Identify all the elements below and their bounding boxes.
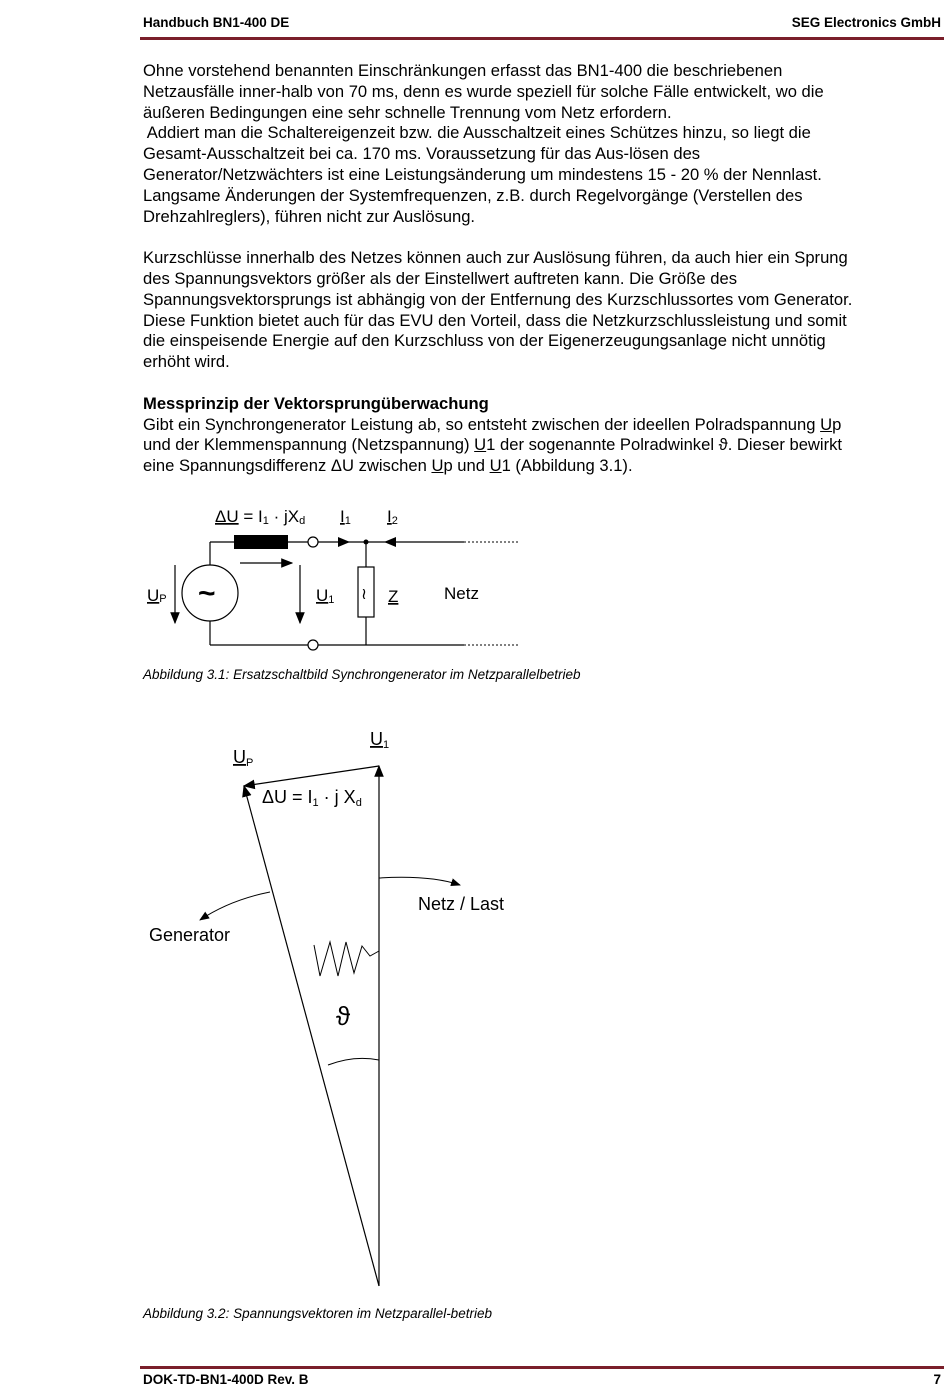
- zigzag-indicator: [314, 942, 379, 976]
- arrow-i1: [338, 537, 350, 547]
- terminal-bottom: [308, 640, 318, 650]
- header-company: SEG Electronics GmbH: [791, 15, 941, 30]
- text-run: U: [431, 456, 444, 476]
- footer-rule: [140, 1366, 944, 1369]
- up-vector: [244, 786, 379, 1286]
- figure-2-caption: Abbildung 3.2: Spannungsvektoren im Netzparallel-betrieb: [143, 1306, 492, 1321]
- text-run: U: [820, 414, 833, 434]
- text-line: die einspeisende Energie auf den Kurzschluss von der Eigenerzeugungsanlage nicht unnötig: [143, 331, 826, 351]
- equivalent-circuit-diagram: [130, 495, 550, 665]
- load-tilde: ≀: [361, 586, 367, 603]
- theta-label: ϑ: [336, 1001, 351, 1031]
- text-line: Spannungsvektorsprungs ist abhängig von der Entfernung des Kurzschlussortes vom Generator.: [143, 289, 853, 309]
- delta-u-vector: [244, 766, 379, 786]
- figure-1-caption: Abbildung 3.1: Ersatzschaltbild Synchrongenerator im Netzparallelbetrieb: [143, 667, 581, 682]
- section-heading: Messprinzip der Vektorsprungüberwachung: [143, 393, 489, 413]
- text-run: U: [489, 456, 502, 476]
- netz-last-label: Netz / Last: [418, 894, 505, 914]
- text-line: Drehzahlreglers), führen nicht zur Auslösung.: [143, 206, 476, 226]
- terminal-top: [308, 537, 318, 547]
- generator-label: Generator: [149, 925, 231, 945]
- page-header: [143, 15, 941, 37]
- text-run: 1 der sogenannte Polradwinkel ϑ. Dieser bewirkt: [486, 435, 843, 455]
- load-rotation-arc: [379, 877, 460, 885]
- delta-u-formula: ΔU = I1 · j Xd: [262, 787, 362, 809]
- header-title: Handbuch BN1-400 DE: [143, 15, 290, 30]
- text-run: eine Spannungsdifferenz ΔU zwischen: [143, 456, 432, 476]
- text-line: Ohne vorstehend benannten Einschränkungen erfasst das BN1-400 die beschriebenen: [143, 61, 783, 80]
- text-run: p und: [443, 456, 490, 476]
- text-line: Addiert man die Schaltereigenzeit bzw. die Ausschaltzeit eines Schützes hinzu, so liegt die: [143, 123, 811, 143]
- text-line: Generator/Netzwächters ist eine Leistungsänderung um mindestens 15 - 20 % der Nennlast.: [143, 164, 822, 184]
- text-line: Langsame Änderungen der Systemfrequenzen, z.B. durch Regelvorgänge (Verstellen des: [143, 185, 803, 205]
- reactance-block: [234, 535, 288, 549]
- text-run: 1 (Abbildung 3.1).: [501, 456, 633, 476]
- generator-rotation-arc: [200, 892, 270, 920]
- text-run: und der Klemmenspannung (Netzspannung): [143, 435, 475, 455]
- z-label: Z: [388, 587, 399, 606]
- text-line: Gesamt-Ausschaltzeit bei ca. 170 ms. Voraussetzung für das Aus-lösen des: [143, 144, 701, 164]
- u1-vector-label: U1: [370, 729, 390, 751]
- generator-tilde: ~: [198, 577, 216, 610]
- text-line: erhöht wird.: [143, 352, 230, 372]
- delta-u-label: ΔU = I1 · jXd: [215, 507, 306, 527]
- current-i1-label: I1: [340, 507, 351, 527]
- paragraph-3: [143, 415, 933, 477]
- angle-arc: [328, 1058, 379, 1065]
- text-run: Gibt ein Synchrongenerator Leistung ab, so entsteht zwischen der ideellen Polradspannung: [143, 414, 821, 434]
- up-label: UP: [147, 586, 167, 605]
- text-run: p: [832, 414, 842, 434]
- text-line: Netzausfälle inner-halb von 70 ms, denn es wurde speziell für solche Fälle entwickelt, wo die: [143, 81, 824, 101]
- text-line: Diese Funktion bietet auch für das EVU den Vorteil, dass die Netzkurzschlussleistung und somit: [143, 310, 847, 330]
- document-id: DOK-TD-BN1-400D Rev. B: [143, 1372, 309, 1387]
- paragraph-2: [143, 248, 933, 373]
- current-i2-label: I2: [387, 507, 398, 527]
- vector-diagram: [140, 720, 540, 1300]
- page-number: 7: [933, 1372, 941, 1387]
- text-line: äußeren Bedingungen eine sehr schnelle Trennung vom Netz erfordern.: [143, 102, 672, 122]
- netz-label: Netz: [444, 584, 479, 603]
- header-rule: [140, 37, 944, 40]
- text-line: des Spannungsvektors größer als der Einstellwert auftreten kann. Die Größe des: [143, 268, 737, 288]
- u1-label: U1: [316, 586, 335, 606]
- paragraph-1: [143, 61, 933, 227]
- text-run: U: [474, 435, 487, 455]
- main-text: [143, 61, 933, 477]
- up-vector-label: UP: [233, 747, 254, 769]
- text-line: Kurzschlüsse innerhalb des Netzes können auch zur Auslösung führen, da auch hier ein Sprung: [143, 248, 848, 268]
- arrow-i2: [384, 537, 396, 547]
